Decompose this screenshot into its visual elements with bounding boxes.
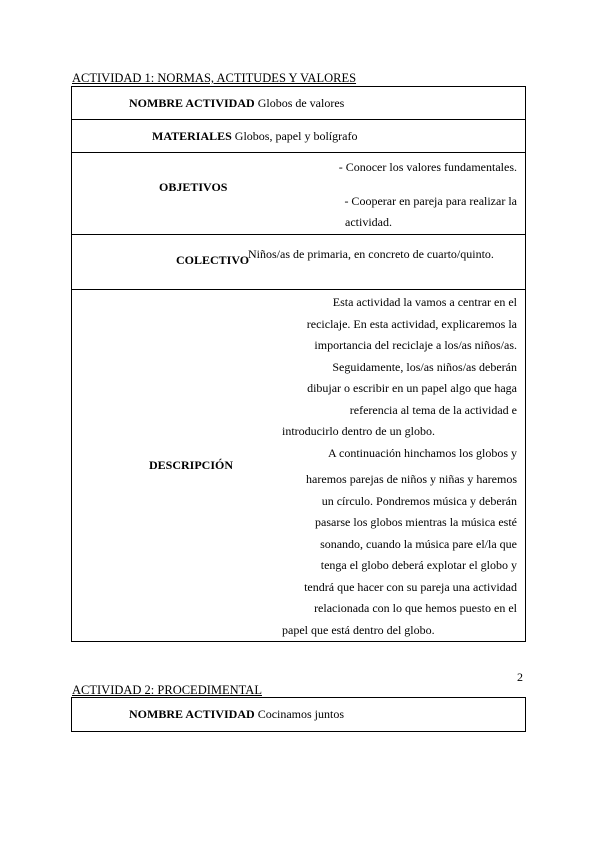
description-line: haremos parejas de niños y niñas y haremos — [306, 472, 517, 486]
activity-1-table — [71, 86, 526, 642]
name-label: NOMBRE ACTIVIDAD — [129, 95, 255, 110]
materials-value: Globos, papel y bolígrafo — [234, 128, 358, 143]
description-line: Seguidamente, los/as niños/as deberán — [332, 359, 517, 374]
objectives-row — [72, 153, 526, 235]
description-line: dibujar o escribir en un papel algo que haga — [307, 381, 517, 395]
description-line: Esta actividad la vamos a centrar en el — [332, 295, 517, 309]
objective-item: - Cooperar en pareja para realizar la — [344, 193, 517, 208]
description-label: DESCRIPCIÓN — [149, 458, 234, 472]
name-label: NOMBRE ACTIVIDAD — [129, 707, 255, 721]
name-value: Globos de valores — [257, 95, 345, 110]
description-line: pasarse los globos mientras la música esté — [315, 515, 517, 529]
collective-value: Niños/as de primaria, en concreto de cuarto/quinto. — [248, 247, 494, 261]
description-line: introducirlo dentro de un globo. — [282, 424, 435, 438]
description-row — [72, 290, 526, 642]
description-line: A continuación hinchamos los globos y — [328, 445, 517, 460]
collective-row — [72, 235, 526, 290]
activity-1-heading: ACTIVIDAD 1: NORMAS, ACTITUDES Y VALORES — [72, 71, 357, 85]
description-line: tenga el globo deberá explotar el globo y — [320, 558, 517, 572]
objective-item: - Conocer los valores fundamentales. — [338, 160, 517, 174]
objective-item: actividad. — [345, 215, 392, 229]
description-line: un círculo. Pondremos música y deberán — [321, 493, 517, 508]
description-line: tendrá que hacer con su pareja una actividad — [304, 579, 517, 594]
description-line: papel que está dentro del globo. — [282, 622, 435, 637]
page-number: 2 — [517, 670, 523, 684]
name-row — [72, 87, 526, 120]
description-line: reciclaje. En esta actividad, explicaremos la — [306, 316, 517, 331]
description-line: referencia al tema de la actividad e — [349, 402, 517, 417]
objectives-label: OBJETIVOS — [159, 180, 228, 194]
collective-label: COLECTIVO — [176, 253, 250, 267]
name-row — [72, 698, 526, 732]
objectives-list — [297, 157, 517, 234]
description-text — [282, 292, 517, 641]
materials-label: MATERIALES — [152, 128, 232, 143]
name-value: Cocinamos juntos — [257, 707, 345, 721]
activity-2-heading: ACTIVIDAD 2: PROCEDIMENTAL — [72, 683, 262, 697]
activity-2-table — [71, 697, 526, 732]
description-line: importancia del reciclaje a los/as niños/as. — [314, 338, 517, 352]
description-line: relacionada con lo que hemos puesto en el — [314, 601, 517, 615]
materials-row — [72, 120, 526, 153]
description-line: sonando, cuando la música pare el/la que — [320, 536, 517, 551]
